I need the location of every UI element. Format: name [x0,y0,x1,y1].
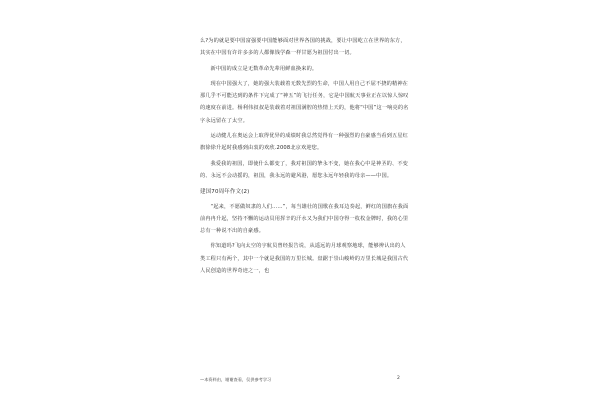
footer-note: —本资料由，谢谢查看，仅供参考学习 [200,377,272,382]
document-body [200,35,410,280]
paragraph-1: 么?为的就是要中国富强要中国能够面对世界各国的挑战，要让中国屹立在世界的东方，其实在中国有许许多多的人都像钱学森一样甘愿为祖国付出一切。 [200,38,406,57]
paragraph-3: 现在中国强大了，她的强大装载着无数先烈的生命，中国人用自己不屈不挠的精神在那几乎不可能达到的条件下完成了“神五”的飞行任务，它是中国航天事业正在以惊人惊叹的速度在前进。杨利伟叔叔是装载着对祖国满腔的热情上天的，他将“中国”这一响亮的名字永远留在了太空。 [200,81,409,124]
paragraph-4: 运动健儿在奥运会上取得优异的成绩时我总然觉得有一种强烈的自豪感当看到五星红旗徐徐升起时我感到由衷的欢欣.2008北京欢迎您。 [200,133,408,152]
section-heading: 建国70周年作文(2) [200,188,250,195]
paragraph-6: “起来，不愿做奴隶的人们……”，每当雄壮的国歌在我耳边奏起，鲜红的国旗在我面前冉冉升起，坚持不懈的运动员用挥辛的汗水又为我们中国夺得一枚枚金牌时，我的心里总有一种说不出的自豪感。 [200,203,409,234]
page-number: 2 [397,376,400,381]
paragraph-2: 新中国的成立是无数革命先辈用鲜血换来的。 [210,65,318,72]
paragraph-7: 你知道吗?飞向太空的宇航员曾经报告说，从遥远的月球观察地球，能够辨认出的人类工程只有两个，其中一个就是我国的万里长城。盘踞于崇山峻岭的万里长城是我国古代人民创造的世界奇迹之一，也 [200,243,409,274]
paragraph-5: 我爱我的祖国，即使什么都变了，我对祖国的挚永不变，她在我心中是神圣的、不变的、永远不会动摇的，祖国，我永远的避风港，愿您永远年轻我的母亲——中国。 [200,160,408,179]
